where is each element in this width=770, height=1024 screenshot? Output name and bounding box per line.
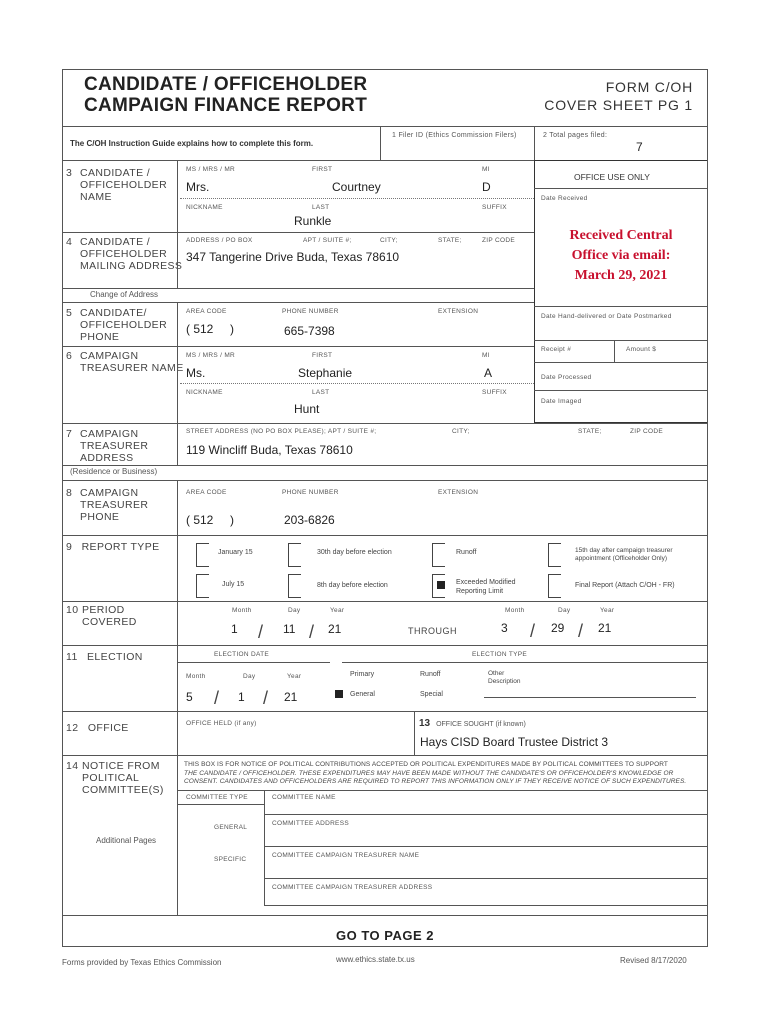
office-use-title: OFFICE USE ONLY [574,172,650,182]
zip-label: ZIP CODE [482,237,515,244]
form-label: FORM C/OH [605,79,693,95]
stamp-line1: Received Central [569,228,673,243]
to-day-label: Day [558,607,571,614]
treasurer-prefix[interactable]: Ms. [186,366,206,380]
option-july-15: July 15 [222,581,245,588]
section-number: 5 [66,307,73,319]
treasurer-mi[interactable]: A [484,366,493,380]
date-received-label: Date Received [541,195,588,202]
committee-address-label: COMMITTEE ADDRESS [272,820,349,827]
state-label: STATE; [438,237,462,244]
go-to-page-2: GO TO PAGE 2 [336,928,434,943]
section-number: 6 [66,350,73,362]
period-to-day[interactable]: 29 [551,621,565,635]
section-number: 9 [66,541,73,553]
stamp-line2: Office via email: [571,248,671,263]
section-title: CANDIDATE / OFFICEHOLDER MAILING ADDRESS [80,236,183,272]
from-month-label: Month [232,607,252,614]
treasurer-zip-label: ZIP CODE [630,428,663,435]
section-number: 8 [66,487,73,499]
section-title: OFFICE [87,722,129,734]
option-january-15: January 15 [218,549,253,556]
treasurer-city-label: CITY; [452,428,470,435]
suffix-label: SUFFIX [482,204,507,211]
form-title-line2: CAMPAIGN FINANCE REPORT [84,95,368,116]
election-month[interactable]: 5 [186,690,193,704]
treasurer-street-label: STREET ADDRESS (NO PO BOX PLEASE); APT / SUITE #; [186,428,377,435]
treasurer-prefix-label: MS / MRS / MR [186,352,236,359]
candidate-last-name[interactable]: Runkle [294,214,332,228]
area-code-label: AREA CODE [186,308,227,315]
treasurer-extension-label: EXTENSION [438,489,479,496]
form-border [62,69,708,947]
election-type-label: ELECTION TYPE [472,651,528,658]
notice-text-line2: THE CANDIDATE / OFFICEHOLDER. THESE EXPENDITURES MAY HAVE BEEN MADE WITHOUT THE CANDIDATE'S OR OFFICEHOLDER'S KNOWLEDGE OR [184,769,674,777]
from-day-label: Day [288,607,301,614]
to-year-label: Year [600,607,615,614]
election-day[interactable]: 1 [238,690,245,704]
section-title: ELECTION [87,651,143,663]
treasurer-mi-label: MI [482,352,490,359]
treasurer-first-label: FIRST [312,352,333,359]
candidate-prefix[interactable]: Mrs. [186,180,210,194]
committee-type-label: COMMITTEE TYPE [186,794,248,801]
option-general: General [350,691,375,698]
candidate-phone-number[interactable]: 665-7398 [284,324,335,338]
treasurer-area-label: AREA CODE [186,489,227,496]
footer-revised: Revised 8/17/2020 [620,956,687,965]
period-from-year[interactable]: 21 [328,622,342,636]
section-number: 14 [66,760,79,772]
notice-text-line3: CONSENT. CANDIDATES AND OFFICEHOLDERS ARE REQUIRED TO REPORT THIS INFORMATION ONLY IF THEY RECEIVE NOTICE OF SUCH EXPENDITURES. [184,778,687,785]
treasurer-phone-label: PHONE NUMBER [282,489,339,496]
residence-business-note: (Residence or Business) [70,467,158,476]
last-name-label: LAST [312,204,330,211]
section-title: PERIOD COVERED [82,604,137,628]
address-label: ADDRESS / PO BOX [186,237,253,244]
section-number: 12 [66,722,79,734]
extension-label: EXTENSION [438,308,479,315]
section-number: 3 [66,167,73,179]
date-slash: / [263,688,269,708]
option-15th-day: 15th day after campaign treasurer appointment (Officeholder Only) [575,547,673,562]
additional-pages-label: Additional Pages [96,836,157,845]
prefix-label: MS / MRS / MR [186,166,236,173]
election-day-label: Day [243,673,256,680]
treasurer-phone-number[interactable]: 203-6826 [284,513,335,527]
phone-number-label: PHONE NUMBER [282,308,339,315]
through-label: THROUGH [408,626,457,636]
section-title: CAMPAIGN TREASURER ADDRESS [80,428,149,464]
treasurer-address[interactable]: 119 Wincliff Buda, Texas 78610 [186,443,353,457]
election-month-label: Month [186,673,206,680]
date-imaged-label: Date Imaged [541,398,582,405]
change-of-address-label: Change of Address [90,290,159,299]
office-sought-label: OFFICE SOUGHT (if known) [436,721,526,728]
date-slash: / [309,622,315,642]
section-title: CANDIDATE / OFFICEHOLDER NAME [80,167,168,203]
option-exceeded-limit: Exceeded Modified Reporting Limit [456,579,516,595]
section-title: CANDIDATE/ OFFICEHOLDER PHONE [80,307,168,343]
footer-provider: Forms provided by Texas Ethics Commission [62,958,222,967]
mi-label: MI [482,166,490,173]
period-to-year[interactable]: 21 [598,621,612,635]
candidate-first-name[interactable]: Courtney [332,180,381,194]
date-slash: / [214,688,220,708]
notice-text-line1: THIS BOX IS FOR NOTICE OF POLITICAL CONTRIBUTIONS ACCEPTED OR POLITICAL EXPENDITURES MADE BY POLITICAL COMMITTEES TO SUPPORT [184,761,668,768]
instruction-guide-note: The C/OH Instruction Guide explains how to complete this form. [70,139,314,148]
general-committee-label: GENERAL [214,824,248,831]
stamp-line3: March 29, 2021 [574,268,668,283]
filer-id-label: 1 Filer ID (Ethics Commission Filers) [392,132,517,139]
date-hand-delivered-label: Date Hand-delivered or Date Postmarked [541,313,672,320]
first-name-label: FIRST [312,166,333,173]
treasurer-nickname-label: NICKNAME [186,389,223,396]
option-special: Special [420,691,443,698]
section-title: CAMPAIGN TREASURER NAME [80,350,184,374]
specific-committee-label: SPECIFIC [214,856,247,863]
apt-label: APT / SUITE #; [303,237,352,244]
option-runoff-election: Runoff [420,671,441,678]
candidate-area-code[interactable]: ( 512 ) [186,322,235,336]
date-slash: / [578,621,584,641]
section-number: 13 [419,718,431,729]
treasurer-first-name[interactable]: Stephanie [298,366,353,380]
office-sought-value[interactable]: Hays CISD Board Trustee District 3 [420,735,609,749]
section-number: 10 [66,604,79,616]
section-number: 11 [66,651,78,663]
date-slash: / [530,621,536,641]
election-year-label: Year [287,673,302,680]
period-to-month[interactable]: 3 [501,621,508,635]
from-year-label: Year [330,607,345,614]
total-pages-value[interactable]: 7 [636,140,643,154]
form-title-line1: CANDIDATE / OFFICEHOLDER [84,74,368,95]
treasurer-area-code[interactable]: ( 512 ) [186,513,235,527]
option-8th-day: 8th day before election [317,582,388,589]
to-month-label: Month [505,607,525,614]
section-number: 7 [66,428,73,440]
election-date-label: ELECTION DATE [214,651,270,658]
section-title: CAMPAIGN TREASURER PHONE [80,487,149,523]
section-title: NOTICE FROM POLITICAL COMMITTEE(S) [82,760,164,796]
option-30th-day: 30th day before election [317,549,392,556]
option-runoff: Runoff [456,549,477,556]
date-slash: / [258,622,264,642]
date-processed-label: Date Processed [541,374,592,381]
total-pages-label: 2 Total pages filed: [543,132,608,139]
committee-name-label: COMMITTEE NAME [272,794,336,801]
nickname-label: NICKNAME [186,204,223,211]
section-title: REPORT TYPE [81,541,160,553]
option-final-report: Final Report (Attach C/OH - FR) [575,582,675,589]
candidate-address[interactable]: 347 Tangerine Drive Buda, Texas 78610 [186,250,400,264]
section-number: 4 [66,236,73,248]
election-year[interactable]: 21 [284,690,298,704]
period-from-day[interactable]: 11 [283,622,296,636]
amount-label: Amount $ [626,346,657,353]
option-primary: Primary [350,671,375,678]
committee-treasurer-name-label: COMMITTEE CAMPAIGN TREASURER NAME [272,852,420,859]
city-label: CITY; [380,237,398,244]
footer-website[interactable]: www.ethics.state.tx.us [336,955,415,964]
candidate-mi[interactable]: D [482,180,491,194]
treasurer-last-name[interactable]: Hunt [294,402,320,416]
office-held-label: OFFICE HELD (if any) [186,720,257,727]
committee-treasurer-address-label: COMMITTEE CAMPAIGN TREASURER ADDRESS [272,884,433,891]
option-other: Other Description [488,670,521,685]
treasurer-suffix-label: SUFFIX [482,389,507,396]
sheet-label: COVER SHEET PG 1 [544,97,693,113]
period-from-month[interactable]: 1 [231,622,238,636]
receipt-label: Receipt # [541,346,572,353]
treasurer-last-label: LAST [312,389,330,396]
treasurer-state-label: STATE; [578,428,602,435]
